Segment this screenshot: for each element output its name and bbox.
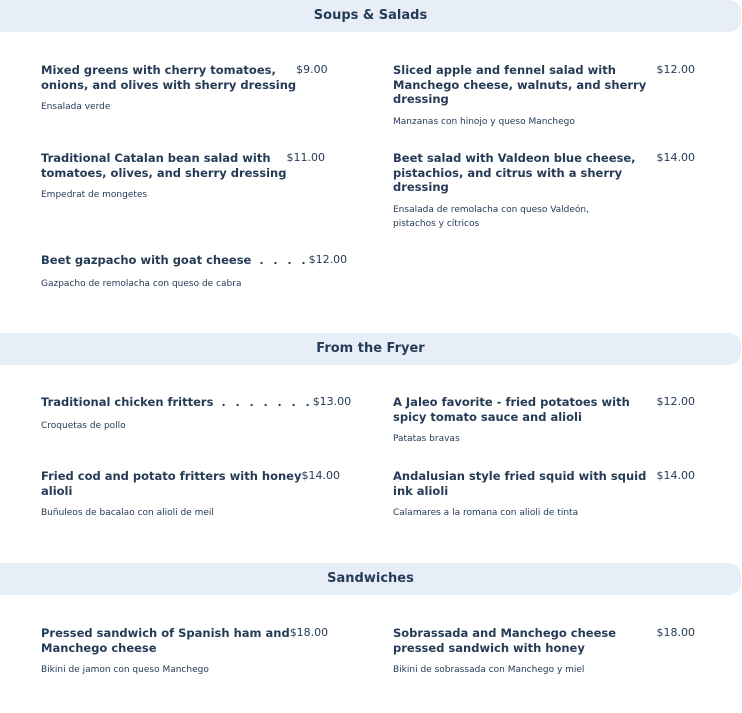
menu-item-name-line: Beet salad with Valdeon blue cheese, (393, 151, 636, 165)
menu-item-name-text: Beet gazpacho with goat cheese (41, 253, 252, 267)
menu-item-name (393, 395, 657, 424)
menu-item-spanish-line: Ensalada verde (41, 102, 111, 112)
menu-item-spanish-line: Buñuleos de bacalao con alioli de meil (41, 508, 214, 518)
menu-item-spanish-name (41, 277, 303, 291)
menu-item-spanish-name (393, 115, 695, 129)
menu-item (41, 469, 340, 520)
menu-item-price: $14.00 (301, 469, 340, 482)
menu-item-name-text: Traditional chicken fritters (41, 395, 214, 409)
menu-item-name (41, 253, 309, 269)
menu-item-spanish-line: Calamares a la romana con alioli de tinta (393, 508, 579, 518)
menu-item-name-line: pressed sandwich with honey (393, 640, 585, 655)
menu-item (41, 253, 348, 291)
section-title: Soups & Salads (313, 8, 428, 23)
menu-item-price: $14.00 (656, 151, 695, 164)
menu-item-name-line (41, 253, 309, 269)
menu-item-price: $12.00 (656, 63, 695, 76)
menu-item-name (393, 469, 657, 498)
menu-item-price: $11.00 (286, 151, 325, 164)
menu-item-name-line: dressing (393, 92, 449, 106)
menu-item-name (393, 151, 657, 195)
menu-item-name-line: dressing (393, 180, 449, 194)
menu-item-name (393, 63, 657, 107)
menu-item-price: $13.00 (312, 395, 352, 408)
menu-item-price: $14.00 (656, 469, 695, 482)
menu-item-name (393, 626, 657, 655)
menu-item-spanish-name (393, 506, 695, 520)
menu-item-name-line: Sliced apple and fennel salad with (393, 63, 616, 77)
menu-item-name (41, 63, 296, 92)
menu-item (393, 626, 695, 677)
menu-item-spanish-line: Gazpacho de remolacha con queso de cabra (41, 278, 242, 289)
section-header-from-the-fryer (0, 333, 741, 365)
section-title: From the Fryer (316, 341, 425, 356)
menu-item-price: $12.00 (656, 395, 695, 408)
menu-item-name-line: Manchego cheese, walnuts, and sherry (393, 77, 647, 92)
menu-item-name-line: Andalusian style fried squid with squid (393, 469, 647, 483)
menu-item-name-line: ink alioli (393, 483, 449, 498)
menu-item-name-line: alioli (41, 483, 73, 498)
menu-item-name-line: Manchego cheese (41, 640, 157, 655)
menu-item-spanish-line: Croquetas de pollo (41, 420, 126, 431)
menu-item (393, 395, 695, 446)
menu-item-name-line: pistachios, and citrus with a sherry (393, 165, 623, 180)
menu-item-name-line: A Jaleo favorite - fried potatoes with (393, 395, 630, 409)
menu-item-spanish-line: Empedrat de mongetes (41, 190, 148, 200)
menu-item-name (41, 469, 301, 498)
menu-item-name-line: onions, and olives with sherry dressing (41, 77, 297, 92)
section-header-soups-and-salads (0, 0, 741, 32)
menu-item-name-line: Traditional Catalan bean salad with (41, 151, 271, 165)
menu-item-spanish-name (41, 100, 303, 114)
menu-item-spanish-line: Ensalada de remolacha con queso Valdeón, (393, 204, 589, 215)
menu-item (41, 626, 329, 677)
menu-item-name-line: Sobrassada and Manchego cheese (393, 626, 617, 640)
menu-item-spanish-name (393, 203, 695, 231)
menu-item-name-line: Pressed sandwich of Spanish ham and (41, 626, 290, 640)
menu-item-name-line: Mixed greens with cherry tomatoes, (41, 63, 276, 77)
menu-item-spanish-line: pistachos y cítricos (393, 218, 480, 229)
menu-item-spanish-name (393, 663, 695, 677)
menu-item-name-line: Fried cod and potato fritters with honey (41, 469, 302, 483)
menu-item-name-line: spicy tomato sauce and alioli (393, 409, 582, 424)
menu-item-spanish-name (41, 506, 303, 520)
menu-item-price: $18.00 (289, 626, 329, 639)
menu-item (393, 151, 695, 231)
menu-item-spanish-line: Bikini de jamon con queso Manchego (41, 665, 209, 675)
menu-item-price: $18.00 (656, 626, 695, 639)
menu-item (393, 469, 695, 520)
leader-dots: . . . . (259, 254, 309, 267)
menu-item-spanish-name (41, 663, 303, 677)
leader-dots: . . . . . . . (221, 396, 313, 409)
menu-item-spanish-name (393, 432, 695, 446)
menu-item-price: $9.00 (296, 63, 328, 76)
menu-item-name (41, 395, 313, 411)
menu-item (393, 63, 695, 129)
section-header-sandwiches (0, 563, 741, 595)
menu-item-price: $12.00 (308, 253, 348, 266)
section-title: Sandwiches (327, 571, 414, 586)
menu-item-name-line (41, 395, 313, 411)
menu-item (41, 63, 328, 114)
menu-item (41, 395, 352, 433)
menu-item-spanish-line: Manzanas con hinojo y queso Manchego (393, 116, 575, 127)
menu-item-spanish-name (41, 188, 303, 202)
menu-item-name (41, 626, 290, 655)
menu-item-spanish-name (41, 419, 303, 433)
menu-item-spanish-line: Patatas bravas (393, 434, 460, 444)
menu-item-name (41, 151, 286, 180)
menu-item-spanish-line: Bikini de sobrassada con Manchego y miel (393, 665, 585, 675)
menu-item-name-line: tomatoes, olives, and sherry dressing (41, 165, 287, 180)
menu-item (41, 151, 325, 202)
